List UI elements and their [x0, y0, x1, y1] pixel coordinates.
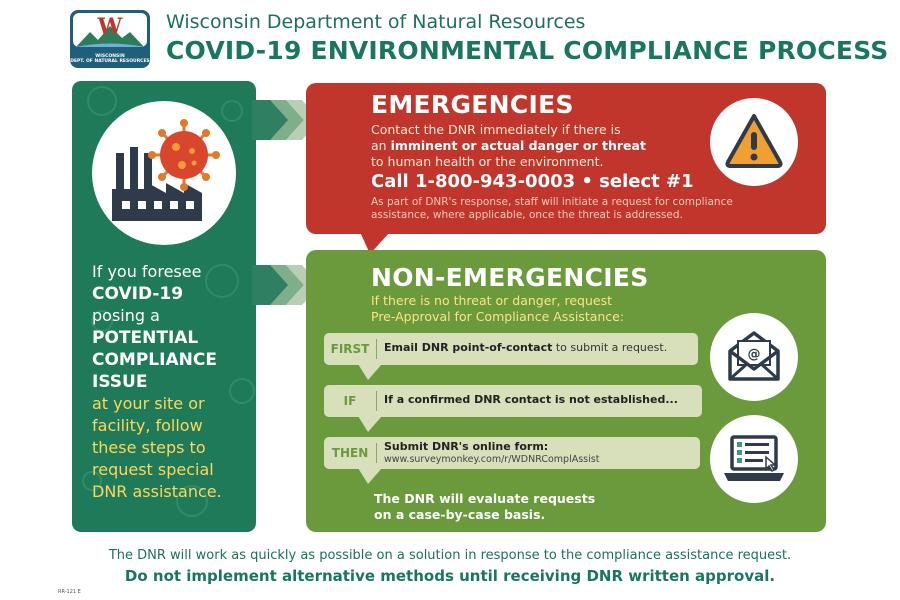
dnr-logo: [70, 10, 150, 68]
emergency-phone-number[interactable]: Call 1-800-943-0003 • select #1: [371, 171, 694, 192]
non-emergencies-panel: [306, 250, 826, 532]
svg-text:W: W: [97, 14, 123, 40]
emergencies-panel: [306, 83, 826, 234]
left-panel-text: If you foresee COVID-19 posing a POTENTIAL COMPLIANCE ISSUE at your site or facility, follow these steps to request special DNR assistance.: [92, 262, 222, 501]
evaluation-note: The DNR will evaluate requests on a case-by-case basis.: [374, 491, 596, 522]
non-emergencies-body: If there is no threat or danger, request Pre-Approval for Compliance Assistance:: [371, 293, 625, 324]
factory-virus-icon: [92, 101, 236, 245]
step-first: FIRST Email DNR point-of-contact to submit a request.: [324, 333, 698, 365]
step-pointer-icon: [358, 364, 382, 380]
logo-text: WISCONSIN DEPT. OF NATURAL RESOURCES: [70, 54, 150, 64]
emergencies-title: EMERGENCIES: [371, 90, 574, 119]
warning-icon: [710, 98, 798, 186]
emergencies-body: Contact the DNR immediately if there is an imminent or actual danger or threat to human health or the environment.: [371, 122, 646, 169]
svg-text:@: @: [747, 347, 761, 362]
org-name: Wisconsin Department of Natural Resources: [166, 11, 586, 33]
document-code: RR-121 E: [58, 589, 81, 595]
email-icon: [710, 313, 798, 401]
laptop-form-icon: [710, 415, 798, 503]
step-pointer-icon: [358, 468, 382, 484]
step-pointer-icon: [358, 416, 382, 432]
header: [0, 0, 900, 80]
page-title: COVID-19 ENVIRONMENTAL COMPLIANCE PROCESS: [166, 36, 889, 65]
survey-form-link[interactable]: www.surveymonkey.com/r/WDNRComplAssist: [384, 454, 600, 465]
emergencies-note: As part of DNR's response, staff will initiate a request for compliance assistance, where applicable, once the threat is addressed.: [371, 196, 733, 221]
footer-note: The DNR will work as quickly as possible on a solution in response to the compliance assistance request.: [108, 548, 792, 563]
footer-warning: Do not implement alternative methods until receiving DNR written approval.: [124, 567, 776, 585]
step-if: IF If a confirmed DNR contact is not established...: [324, 385, 702, 417]
step-then: THEN Submit DNR's online form: www.surveymonkey.com/r/WDNRComplAssist: [324, 437, 700, 469]
left-panel: [72, 81, 256, 532]
non-emergencies-title: NON-EMERGENCIES: [371, 263, 649, 292]
